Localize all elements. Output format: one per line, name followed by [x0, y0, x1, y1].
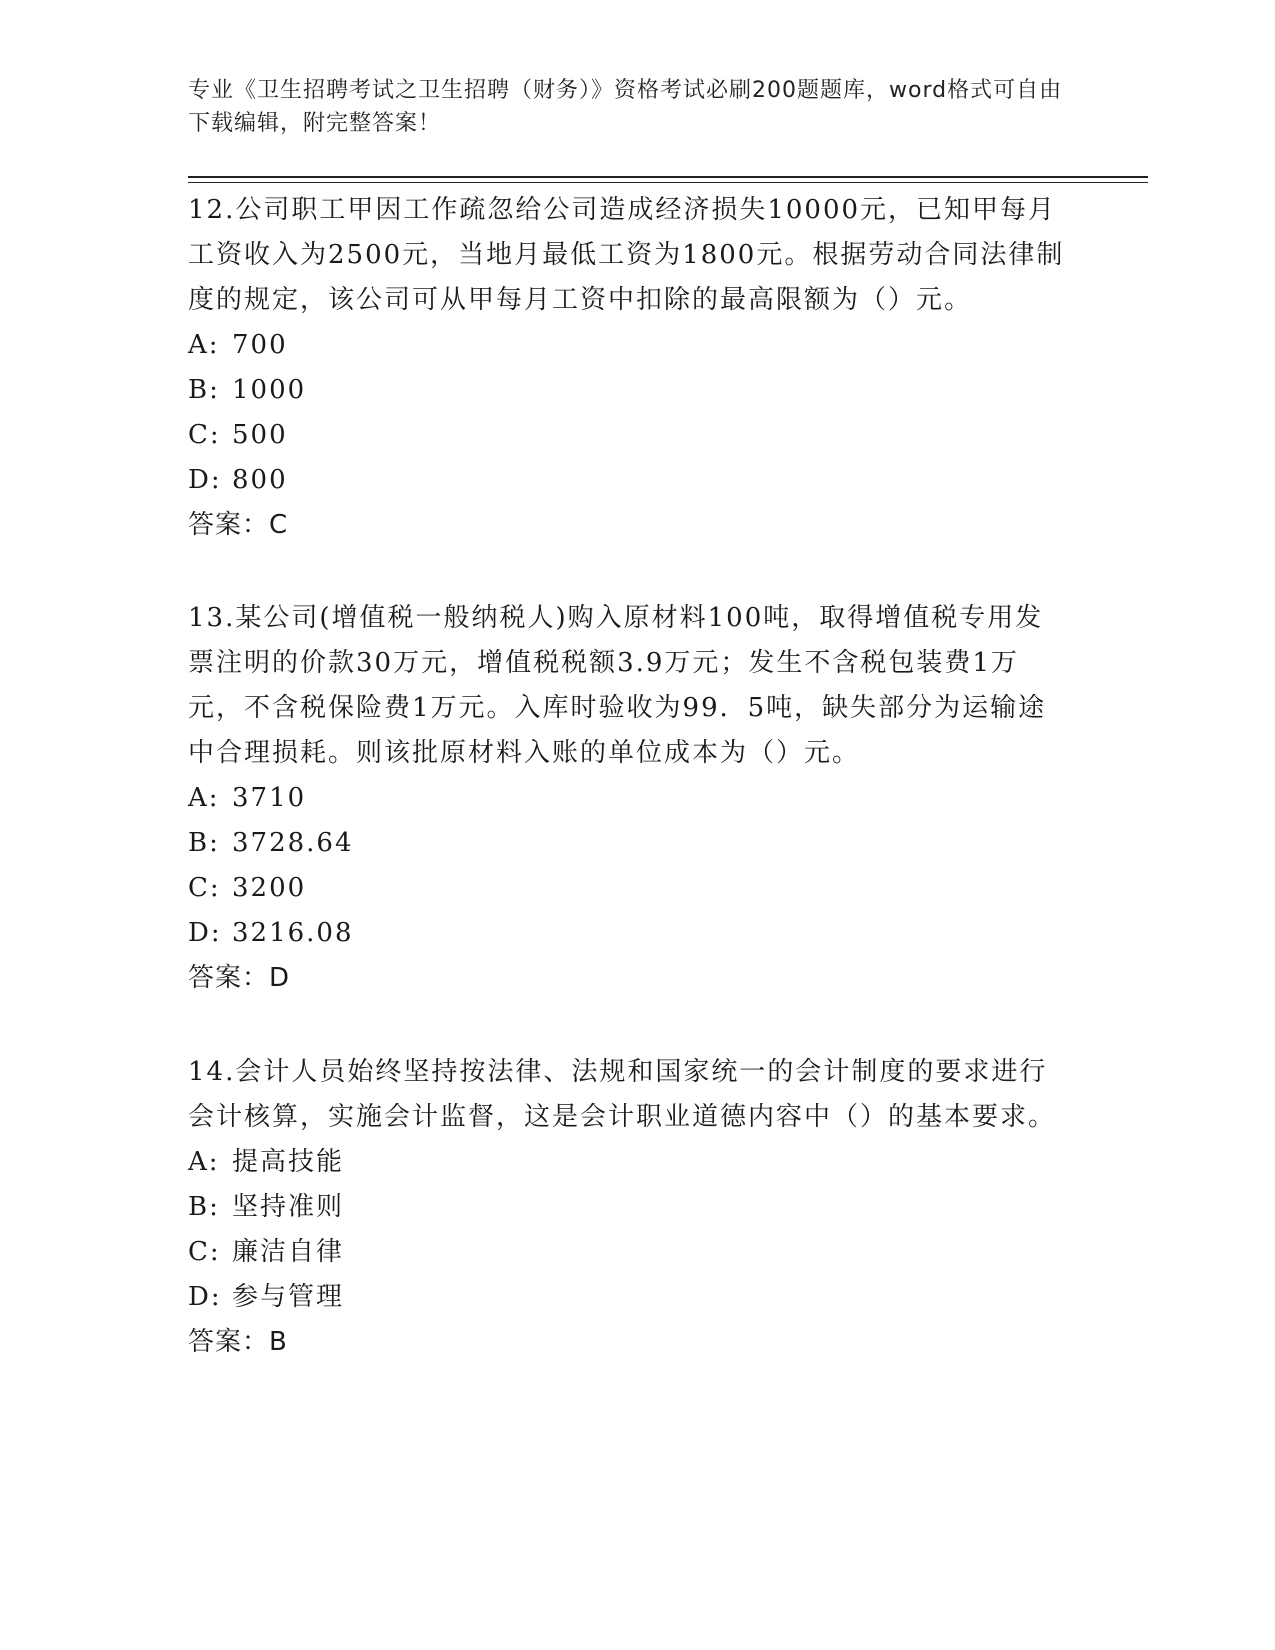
- header-divider-thin: [188, 182, 1148, 183]
- option-c: [188, 413, 1068, 458]
- option-value: 800: [232, 465, 288, 495]
- option-key: A:: [188, 1147, 220, 1177]
- option-d: [188, 911, 1068, 956]
- question-12: [188, 188, 1068, 548]
- option-value: 提高技能: [232, 1147, 345, 1177]
- option-a: [188, 1140, 1068, 1185]
- option-b: [188, 368, 1068, 413]
- question-text: 13.某公司(增值税一般纳税人)购入原材料100吨，取得增值税专用发票注明的价款30万元，增值税税额3.9万元；发生不含税包装费1万元，不含税保险费1万元。入库时验收为99．5吨，缺失部分为运输途中合理损耗。则该批原材料入账的单位成本为（）元。: [188, 603, 1047, 768]
- option-value: 3216.08: [232, 918, 354, 948]
- option-d: [188, 458, 1068, 503]
- option-value: 3728.64: [232, 828, 354, 858]
- option-key: B:: [188, 375, 220, 405]
- answer-line: 答案：D: [188, 963, 291, 993]
- option-value: 1000: [232, 375, 307, 405]
- option-d: [188, 1275, 1068, 1320]
- option-value: 3200: [232, 873, 307, 903]
- option-value: 500: [232, 420, 288, 450]
- answer-line: 答案：B: [188, 1327, 288, 1357]
- option-value: 坚持准则: [232, 1192, 345, 1222]
- option-value: 700: [232, 330, 288, 360]
- option-c: [188, 866, 1068, 911]
- option-key: B:: [188, 1192, 220, 1222]
- answer-line: 答案：C: [188, 510, 289, 540]
- header-divider-thick: [188, 176, 1148, 178]
- option-key: D:: [188, 465, 222, 495]
- option-b: [188, 821, 1068, 866]
- option-value: 3710: [232, 783, 307, 813]
- option-key: C:: [188, 1237, 221, 1267]
- option-key: A:: [188, 330, 220, 360]
- question-14: [188, 1050, 1068, 1365]
- option-key: D:: [188, 918, 222, 948]
- question-13: [188, 596, 1068, 1001]
- option-a: [188, 323, 1068, 368]
- option-value: 参与管理: [232, 1282, 345, 1312]
- option-key: B:: [188, 828, 220, 858]
- document-header: 专业《卫生招聘考试之卫生招聘（财务）》资格考试必刷200题题库，word格式可自由下载编辑，附完整答案！: [188, 78, 1063, 136]
- option-key: C:: [188, 420, 221, 450]
- option-c: [188, 1230, 1068, 1275]
- option-a: [188, 776, 1068, 821]
- question-text: 12.公司职工甲因工作疏忽给公司造成经济损失10000元，已知甲每月工资收入为2500元，当地月最低工资为1800元。根据劳动合同法律制度的规定，该公司可从甲每月工资中扣除的最高限额为（）元。: [188, 195, 1065, 315]
- option-value: 廉洁自律: [232, 1237, 345, 1267]
- question-text: 14.会计人员始终坚持按法律、法规和国家统一的会计制度的要求进行会计核算，实施会计监督，这是会计职业道德内容中（）的基本要求。: [188, 1057, 1057, 1132]
- option-key: A:: [188, 783, 220, 813]
- option-key: C:: [188, 873, 221, 903]
- option-b: [188, 1185, 1068, 1230]
- option-key: D:: [188, 1282, 222, 1312]
